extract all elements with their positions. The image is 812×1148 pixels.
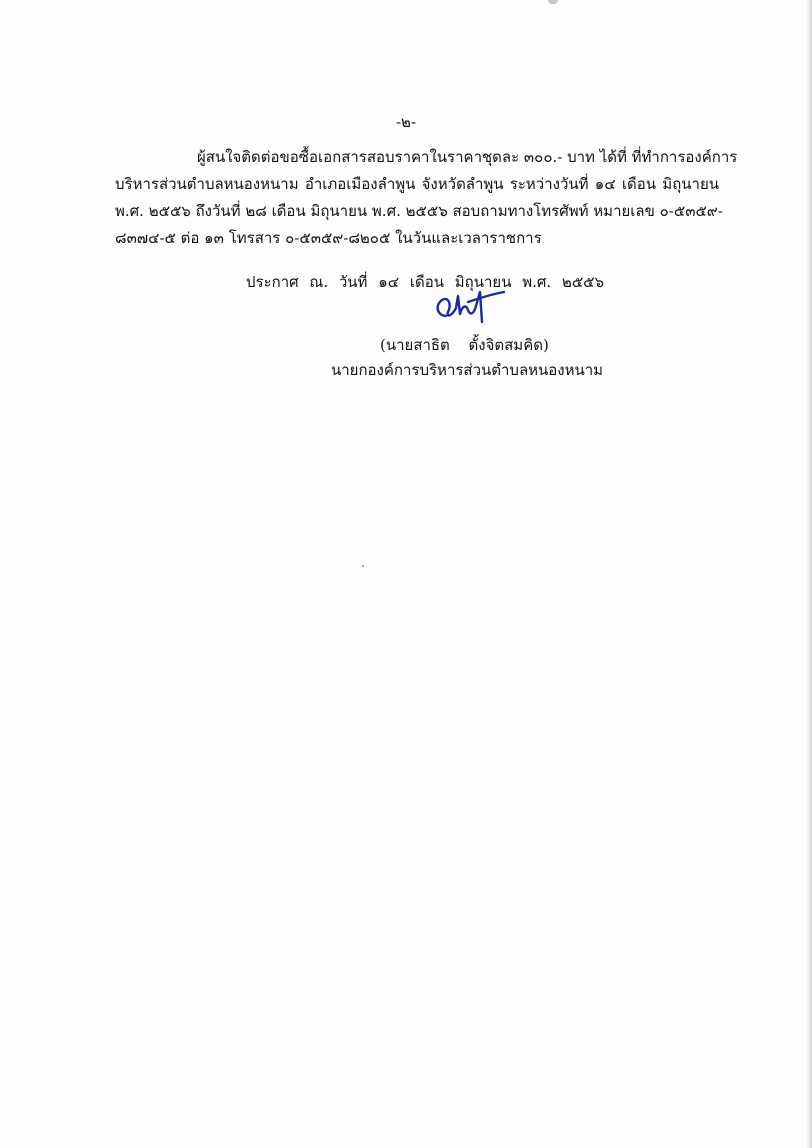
signer-title: นายกองค์การบริหารส่วนตำบลหนองหนาม xyxy=(331,361,604,379)
page-number: -๒- xyxy=(395,113,417,131)
body-paragraph xyxy=(115,144,738,252)
paragraph-line-2: บริหารส่วนตำบลหนองหนาม อำเภอเมืองลำพูน จังหวัดลำพูน ระหว่างวันที่ ๑๔ เดือน มิถุนายน xyxy=(115,175,719,193)
paragraph-line-3: พ.ศ. ๒๕๕๖ ถึงวันที่ ๒๘ เดือน มิถุนายน พ.ศ. ๒๕๕๖ สอบถามทางโทรศัพท์ หมายเลข ๐-๕๓๕๙- xyxy=(115,202,723,220)
signature-stroke xyxy=(438,292,504,322)
announcement-date: ประกาศ ณ. วันที่ ๑๔ เดือน มิถุนายน พ.ศ. ๒๕๕๖ xyxy=(246,273,605,291)
paragraph-line-1: ผู้สนใจติดต่อขอซื้อเอกสารสอบราคาในราคาชุดละ ๓๐๐.- บาท ได้ที่ ที่ทำการองค์การ xyxy=(197,148,738,166)
scan-mark xyxy=(548,0,558,4)
signer-name: (นายสาธิต ตั้งจิตสมคิด) xyxy=(380,336,549,354)
paragraph-line-4: ๘๓๗๔-๕ ต่อ ๑๓ โทรสาร ๐-๕๓๕๙-๘๒๐๕ ในวันและเวลาราชการ xyxy=(115,229,542,247)
signature-image xyxy=(428,286,508,328)
scan-edge-shadow xyxy=(806,0,812,1148)
scan-speck xyxy=(362,565,364,567)
